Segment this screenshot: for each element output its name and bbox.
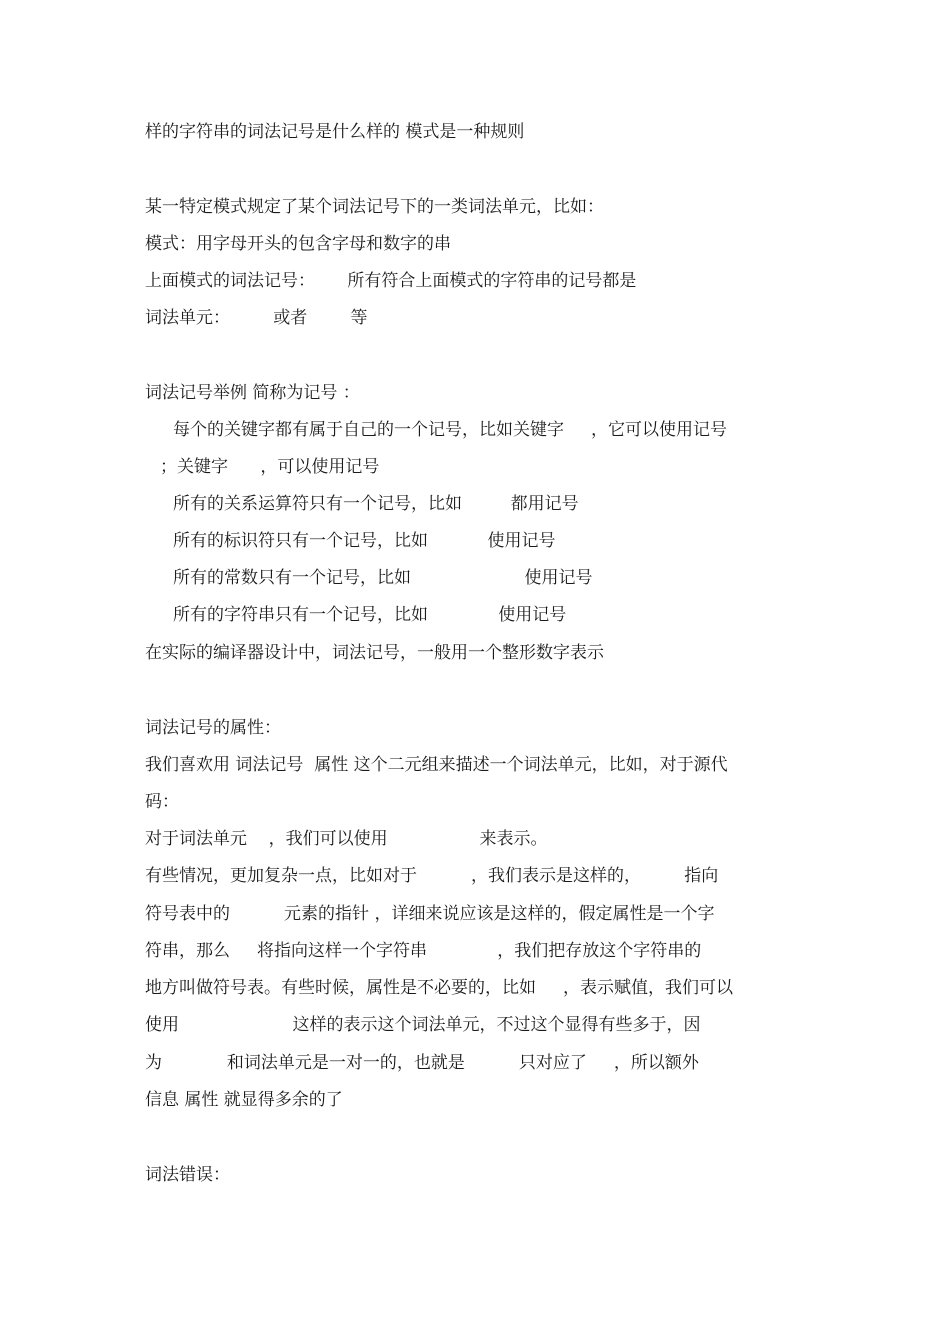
text-line: 信息 属性 就显得多余的了 [145,1090,343,1110]
text-line: 地方叫做符号表。有些时候，属性是不必要的，比如 ，表示赋值，我们可以 [145,978,734,998]
text-line: 模式：用字母开头的包含字母和数字的串 [145,234,451,254]
text-line: 使用 这样的表示这个词法单元，不过这个显得有些多于，因 [145,1015,701,1035]
text-line: 每个的关键字都有属于自己的一个记号，比如关键字 ，它可以使用记号 [173,420,728,440]
text-line: 我们喜欢用 词法记号 属性 这个二元组来描述一个词法单元，比如，对于源代 [145,755,728,775]
text-line: 词法错误： [145,1165,230,1185]
text-line: 上面模式的词法记号： 所有符合上面模式的字符串的记号都是 [145,271,637,291]
text-line: 样的字符串的词法记号是什么样的 模式是一种规则 [145,122,525,142]
text-line: 某一特定模式规定了某个词法记号下的一类词法单元，比如： [145,197,604,217]
text-line: 在实际的编译器设计中，词法记号，一般用一个整形数字表示 [145,643,604,663]
text-line: 有些情况，更加复杂一点，比如对于 ，我们表示是这样的， 指向 [145,866,719,886]
text-line: 符串，那么 将指向这样一个字符串 ，我们把存放这个字符串的 [145,941,702,961]
text-line: 词法记号的属性： [145,718,281,738]
text-line: 为 和词法单元是一对一的，也就是 只对应了 ，所以额外 [145,1053,699,1073]
text-line: 符号表中的 元素的指针 ，详细来说应该是这样的，假定属性是一个字 [145,904,715,924]
text-line: 所有的标识符只有一个记号，比如 使用记号 [173,531,556,551]
text-line: 所有的常数只有一个记号，比如 使用记号 [173,568,593,588]
text-line: 所有的字符串只有一个记号，比如 使用记号 [173,605,567,625]
text-line: ；关键字 ，可以使用记号 [160,457,380,477]
text-line: 所有的关系运算符只有一个记号，比如 都用记号 [173,494,579,514]
text-line: 对于词法单元 ，我们可以使用 来表示。 [145,829,548,849]
text-line: 码： [145,792,179,812]
text-line: 词法记号举例 简称为记号 ： [145,383,360,403]
text-line: 词法单元： 或者 等 [145,308,368,328]
